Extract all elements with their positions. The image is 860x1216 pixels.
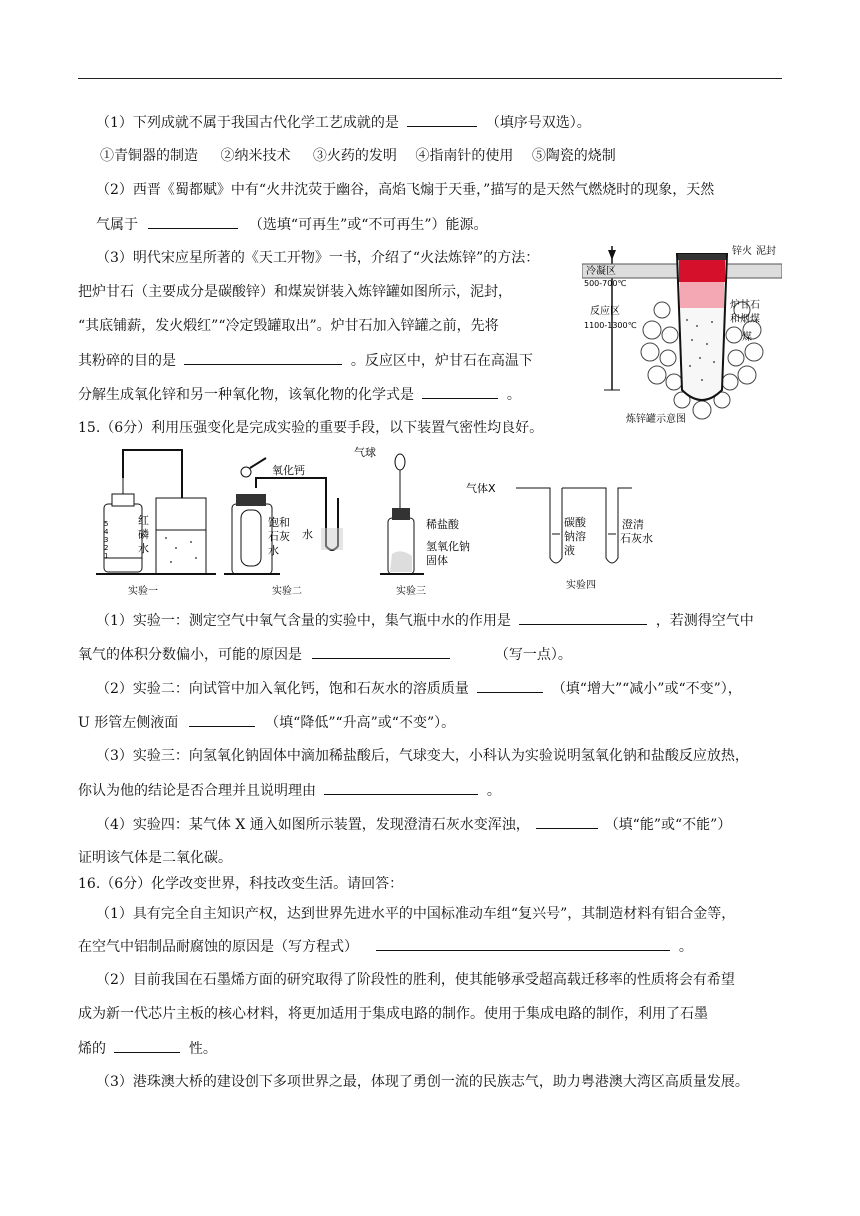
q15-part1-line2	[78, 644, 572, 665]
label-coal: 煤	[742, 332, 752, 343]
q15-part1-blank2[interactable]	[312, 644, 450, 659]
exp4-label-lime-2: 石灰水	[620, 532, 653, 545]
exp4-label-na2co3-1: 碳酸	[564, 516, 586, 529]
figure-caption: 炼锌罐示意图	[626, 414, 686, 425]
q15-part1-text: （1）实验一：测定空气中氧气含量的实验中，集气瓶中水的作用是	[96, 613, 511, 629]
q15-part3-end: 。	[486, 783, 501, 799]
exp2-label-lime-3: 水	[268, 544, 279, 557]
label-ore-1: 炉甘石	[730, 300, 760, 311]
q14-options	[100, 146, 616, 166]
q14-part3-text2: 。反应区中，炉甘石在高温下	[350, 353, 533, 369]
q15-part4-text: （4）实验四：某气体 X 通入如图所示装置，发现澄清石灰水变浑浊，	[96, 817, 530, 833]
q14-part2-line1: （2）西晋《蜀都赋》中有“火井沈荧于幽谷，高焰飞煽于天垂，”描写的是天然气燃烧时的现象，天然	[96, 182, 715, 198]
q16-heading: 16.（6分）化学改变世界，科技改变生活。请回答：	[78, 876, 404, 892]
q15-part4-blank[interactable]	[536, 814, 598, 829]
q14-part3-line3: “其底铺薪，发火煅红”“冷定毁罐取出”。炉甘石加入锌罐之前，先将	[78, 318, 499, 334]
exp4-label-lime-1: 澄清	[622, 518, 644, 531]
exp4-label-na2co3-3: 液	[564, 544, 575, 557]
q15-part2-hint2: （填“降低”“升高”或“不变”）。	[265, 715, 456, 731]
q15-part1-text2: ，若测得空气中	[655, 613, 754, 629]
exp1-mark-4: 4	[104, 528, 109, 536]
q14-part1-blank[interactable]	[407, 112, 477, 127]
q15-part3-line2	[78, 780, 501, 801]
q16-part3-line1: （3）港珠澳大桥的建设创下多项世界之最，体现了勇创一流的民族志气，助力粤港澳大湾区高质量发展。	[96, 1074, 749, 1090]
q14-part3-line2: 把炉甘石（主要成分是碳酸锌）和煤炭饼装入炼锌罐如图所示，泥封，	[78, 284, 512, 300]
q15-part3-line1: （3）实验三：向氢氧化钠固体中滴加稀盐酸后，气球变大，小科认为实验说明氢氧化钠和盐酸反应放热，	[96, 748, 749, 764]
q14-part3-line5	[78, 384, 521, 405]
q14-part3-line1: （3）明代宋应星所著的《天工开物》一书，介绍了“火法炼锌”的方法：	[96, 250, 540, 266]
q14-part2-hint: （选填“可再生”或“不可再生”）能源。	[248, 217, 488, 233]
exp1-mark-5: 5	[104, 520, 109, 528]
q14-part3-text: 其粉碎的目的是	[78, 353, 176, 369]
exp4-label-na2co3-2: 钠溶	[564, 530, 586, 543]
exp3-caption: 实验三	[396, 586, 426, 597]
label-react-zone: 反应区	[590, 306, 620, 317]
experiments-figure	[96, 438, 656, 598]
q14-part3-text3: 分解生成氧化锌和另一种氧化物，该氧化物的化学式是	[78, 387, 414, 403]
q14-part2-text: 气属于	[96, 217, 138, 233]
q15-part3-blank[interactable]	[324, 780, 478, 795]
label-cold-zone: 冷凝区	[586, 266, 616, 277]
q16-part1-text: 在空气中铝制品耐腐蚀的原因是（写方程式）	[78, 939, 358, 955]
label-cold-temp: 500-700℃	[584, 279, 627, 288]
experiment-2	[224, 458, 343, 597]
exp2-label-lime-1: 饱和	[268, 516, 290, 529]
q16-part2-line2: 成为新一代芯片主板的核心材料，将更加适用于集成电路的制作。使用于集成电路的制作，利用了石墨	[78, 1006, 708, 1022]
q15-part1-hint: （写一点）。	[494, 647, 572, 663]
q15-part1-blank1[interactable]	[519, 610, 647, 625]
option-5: ⑤陶瓷的烧制	[531, 148, 616, 164]
exp3-label-balloon: 气球	[354, 446, 376, 459]
q16-part1-blank[interactable]	[376, 936, 670, 951]
label-mud-seal: 泥封	[756, 246, 776, 257]
q15-part1-line1	[96, 610, 754, 631]
option-4: ④指南针的使用	[415, 148, 514, 164]
exp3-label-naoh-2: 固体	[426, 554, 448, 567]
header-rule	[78, 78, 782, 79]
exp2-label-lime-2: 石灰	[268, 530, 290, 543]
experiment-3	[354, 445, 470, 597]
q15-part4-line1	[96, 814, 731, 835]
exp1-mark-3: 3	[104, 536, 109, 544]
exp3-label-hcl: 稀盐酸	[426, 518, 459, 531]
experiment-1	[96, 450, 216, 597]
q15-part2-line1	[96, 678, 742, 699]
q15-part2-text2: U 形管左侧液面	[78, 715, 179, 731]
zinc-furnace-figure	[582, 240, 782, 426]
q14-part1-hint: （填序号双选）。	[485, 115, 591, 131]
q15-part2-blank2[interactable]	[189, 712, 255, 727]
exp1-label-2: 磷	[138, 528, 149, 541]
label-zinc-fire: 锌火	[732, 246, 752, 257]
q16-part2-text: 烯的	[78, 1041, 106, 1057]
q14-part2-line2	[96, 214, 488, 235]
exp1-label-1: 红	[138, 514, 149, 527]
exp2-label-cao: 氧化钙	[272, 464, 305, 477]
exp1-mark-1: 1	[104, 552, 109, 560]
option-3: ③火药的发明	[312, 148, 397, 164]
exp1-mark-2: 2	[104, 544, 109, 552]
q14-part1-text: （1）下列成就不属于我国古代化学工艺成就的是	[96, 115, 399, 131]
label-ore-2: 和烟煤	[730, 314, 760, 325]
q15-part2-hint: （填“增大”“减小”或“不变”），	[551, 681, 742, 697]
q14-part3-end: 。	[506, 387, 521, 403]
q15-part2-line2	[78, 712, 455, 733]
q16-part1-line2	[78, 936, 693, 957]
exp1-caption: 实验一	[128, 586, 158, 597]
q15-part4-line2: 证明该气体是二氧化碳。	[78, 850, 232, 866]
q14-part3-blank2[interactable]	[422, 384, 498, 399]
q16-part2-blank[interactable]	[114, 1038, 180, 1053]
q15-heading: 15.（6分）利用压强变化是完成实验的重要手段，以下装置气密性均良好。	[78, 420, 544, 436]
q15-part4-hint: （填“能”或“不能”）	[604, 817, 732, 833]
exp1-label-3: 水	[138, 542, 149, 555]
q14-part3-blank1[interactable]	[184, 350, 342, 365]
q15-part3-text: 你认为他的结论是否合理并且说明理由	[78, 783, 316, 799]
label-react-temp: 1100-1300℃	[584, 321, 637, 330]
q16-part2-end: 性。	[188, 1041, 217, 1057]
q14-part1	[96, 112, 591, 133]
option-1: ①青铜器的制造	[100, 148, 198, 164]
q15-part2-text: （2）实验二：向试管中加入氧化钙，饱和石灰水的溶质质量	[96, 681, 469, 697]
exp2-caption: 实验二	[272, 586, 302, 597]
exp3-label-naoh-1: 氢氧化钠	[426, 540, 470, 553]
q16-part1-line1: （1）具有完全自主知识产权，达到世界先进水平的中国标准动车组“复兴号”，其制造材料有铝合金等，	[96, 906, 736, 922]
q16-part2-line1: （2）目前我国在石墨烯方面的研究取得了阶段性的胜利，使其能够承受超高载迁移率的性质将会有希望	[96, 972, 735, 988]
exp4-label-gas: 气体X	[466, 482, 496, 495]
q16-part1-end: 。	[678, 939, 693, 955]
exp4-caption: 实验四	[566, 580, 596, 591]
q15-part2-blank1[interactable]	[477, 678, 543, 693]
q15-part1-text3: 氧气的体积分数偏小，可能的原因是	[78, 647, 302, 663]
q14-part3-line4	[78, 350, 533, 371]
option-2: ②纳米技术	[220, 148, 291, 164]
exp2-label-water: 水	[302, 528, 313, 541]
q16-part2-line3	[78, 1038, 217, 1059]
experiment-4	[466, 481, 653, 591]
q14-part2-blank[interactable]	[148, 214, 238, 229]
